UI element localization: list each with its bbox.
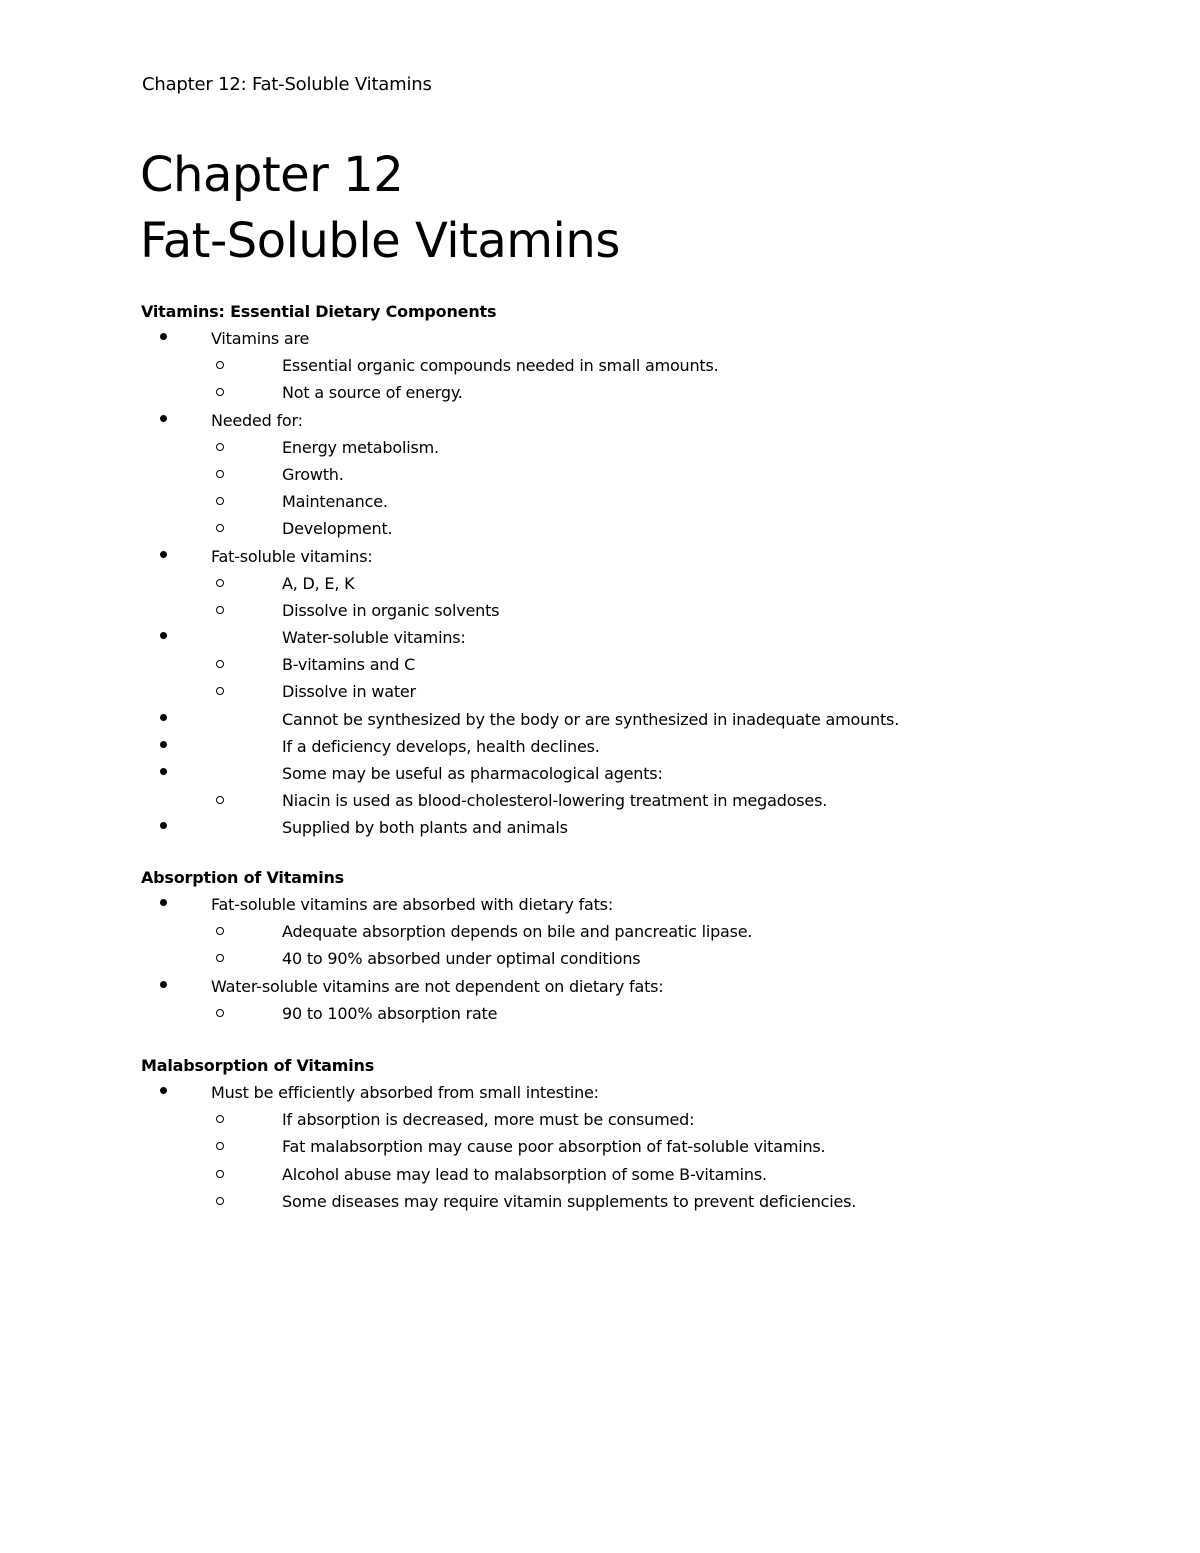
list-item <box>141 706 900 733</box>
bullet-icon <box>160 768 167 775</box>
sub-bullet-icon <box>216 524 224 532</box>
list-item-text: Water-soluble vitamins are not dependent on dietary fats: <box>211 976 664 996</box>
list-item-text: Vitamins are <box>211 329 310 348</box>
sub-list-item <box>141 379 496 406</box>
sub-bullet-icon <box>216 579 224 587</box>
list-item-text: Dissolve in water <box>282 682 416 702</box>
sub-bullet-icon <box>216 1142 224 1150</box>
sub-bullet-icon <box>216 606 224 614</box>
list-item <box>141 973 664 1000</box>
list-item-text: Essential organic compounds needed in small amounts. <box>282 356 719 376</box>
bullet-icon <box>160 415 167 422</box>
list-item-text: Dissolve in organic solvents <box>282 600 500 620</box>
list-item-text: Some may be useful as pharmacological agents: <box>282 764 663 783</box>
sub-bullet-icon <box>216 660 224 668</box>
bullet-icon <box>160 632 167 639</box>
list-item <box>141 733 600 760</box>
list-item-text: 40 to 90% absorbed under optimal conditions <box>282 949 641 969</box>
sub-bullet-icon <box>216 388 224 396</box>
list-item <box>141 543 496 570</box>
list-item-text: Not a source of energy. <box>282 383 463 403</box>
list-item <box>141 814 568 841</box>
list-item-text: Cannot be synthesized by the body or are synthesized in inadequate amounts. <box>282 709 900 729</box>
section-absorption <box>141 864 753 1027</box>
section-heading: Malabsorption of Vitamins <box>141 1056 375 1075</box>
list-item-text: B-vitamins and C <box>282 655 416 675</box>
bullet-icon <box>160 822 167 829</box>
bullet-icon <box>160 741 167 748</box>
sub-bullet-icon <box>216 470 224 478</box>
sub-list-item <box>141 945 641 972</box>
sub-list-item <box>141 918 753 945</box>
sub-list-item <box>141 352 719 379</box>
sub-list-item <box>141 1133 826 1160</box>
list-item-text: Maintenance. <box>282 492 388 512</box>
sub-list-item <box>141 570 496 597</box>
list-item <box>141 407 496 434</box>
list-item-text: Growth. <box>282 464 344 484</box>
sub-list-item <box>141 1188 857 1215</box>
bullet-icon <box>160 714 167 721</box>
list-item-text: If a deficiency develops, health declines. <box>282 736 600 756</box>
section-malabsorption <box>141 1052 857 1215</box>
list-item-text: Must be efficiently absorbed from small intestine: <box>211 1083 599 1102</box>
sub-bullet-icon <box>216 796 224 804</box>
list-item-text: Alcohol abuse may lead to malabsorption of some B-vitamins. <box>282 1164 767 1184</box>
bullet-icon <box>160 551 167 558</box>
bullet-icon <box>160 981 167 988</box>
list-item-text: Water-soluble vitamins: <box>282 628 466 648</box>
sub-bullet-icon <box>216 497 224 505</box>
list-item-text: Development. <box>282 519 393 539</box>
list-item-text: Adequate absorption depends on bile and pancreatic lipase. <box>282 922 753 942</box>
sub-list-item <box>141 1161 767 1188</box>
page-header: Chapter 12: Fat-Soluble Vitamins <box>142 74 432 95</box>
sub-list-item <box>141 651 496 678</box>
sub-bullet-icon <box>216 927 224 935</box>
list-item-text: Energy metabolism. <box>282 437 439 457</box>
list-item-text: 90 to 100% absorption rate <box>282 1003 498 1023</box>
sub-bullet-icon <box>216 1197 224 1205</box>
list-item-text: Some diseases may require vitamin supplements to prevent deficiencies. <box>282 1191 857 1211</box>
sub-bullet-icon <box>216 361 224 369</box>
sub-bullet-icon <box>216 1170 224 1178</box>
list-item <box>141 1079 599 1106</box>
bullet-icon <box>160 899 167 906</box>
sub-bullet-icon <box>216 1009 224 1017</box>
sub-list-item <box>141 515 496 542</box>
bullet-list <box>141 1079 857 1215</box>
section-vitamins-essential <box>141 298 900 842</box>
list-item <box>141 325 496 352</box>
sub-list-item <box>141 678 496 705</box>
title-line-2: Fat-Soluble Vitamins <box>140 213 620 269</box>
section-heading: Vitamins: Essential Dietary Components <box>141 302 497 321</box>
sub-list-item <box>141 461 496 488</box>
list-item-text: Fat-soluble vitamins: <box>211 546 373 566</box>
list-item-text: Niacin is used as blood-cholesterol-lowering treatment in megadoses. <box>282 791 828 811</box>
list-item-text: Supplied by both plants and animals <box>282 818 568 838</box>
bullet-list <box>141 325 900 842</box>
sub-list-item <box>141 1000 498 1027</box>
list-item-text: Fat malabsorption may cause poor absorption of fat-soluble vitamins. <box>282 1137 826 1157</box>
sub-bullet-icon <box>216 687 224 695</box>
list-item <box>141 760 663 787</box>
bullet-list <box>141 891 753 1027</box>
sub-bullet-icon <box>216 1115 224 1123</box>
sub-list-item <box>141 488 496 515</box>
sub-list-item <box>141 1106 695 1133</box>
sub-bullet-icon <box>216 443 224 451</box>
bullet-icon <box>160 333 167 340</box>
section-heading: Absorption of Vitamins <box>141 868 345 887</box>
page-title <box>140 142 620 274</box>
sub-list-item <box>141 434 496 461</box>
bullet-icon <box>160 1087 167 1094</box>
list-item-text: Needed for: <box>211 410 303 430</box>
sub-bullet-icon <box>216 954 224 962</box>
list-item-text: A, D, E, K <box>282 573 355 593</box>
sub-list-item <box>141 597 500 624</box>
list-item-text: Fat-soluble vitamins are absorbed with dietary fats: <box>211 895 614 914</box>
list-item-text: If absorption is decreased, more must be consumed: <box>282 1110 695 1130</box>
sub-list-item <box>141 787 828 814</box>
title-line-1: Chapter 12 <box>140 147 404 203</box>
list-item <box>141 891 614 918</box>
list-item <box>141 624 496 651</box>
